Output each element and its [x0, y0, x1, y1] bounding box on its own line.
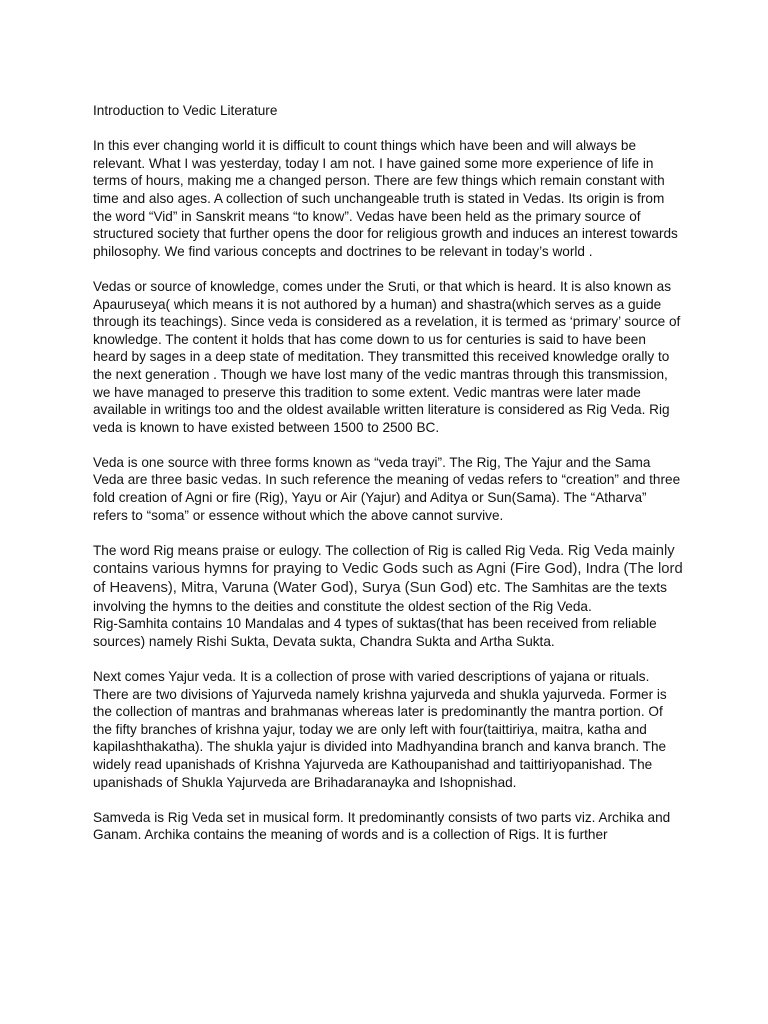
paragraph-sama-veda: Samveda is Rig Veda set in musical form. It predominantly consists of two parts viz. Archika and Ganam. Archika contains the meaning of words and is a collection of Rigs. It is further [93, 809, 671, 843]
rig-text-end: The Samhitas are the texts involving the hymns to the deities and constitute the oldest section of the Rig Veda. [93, 580, 667, 614]
paragraph-veda-trayi: Veda is one source with three forms known as “veda trayi”. The Rig, The Yajur and the Sama Veda are three basic vedas. In such reference the meaning of vedas refers to “creation” and three fold creation of Agni or fire (Rig), Yayu or Air (Yajur) and Aditya or Sun(Sama). The “Atharva” refers to “soma” or essence without which the above cannot survive. [93, 454, 681, 523]
document-title: Introduction to Vedic Literature [93, 103, 278, 118]
rig-text-highlight: Rig Veda mainly contains various hymns for praying to Vedic Gods such as Agni (Fire God), Indra (The lord of Heavens), Mitra, Varuna (Water God), Surya (Sun God) etc. [93, 542, 683, 597]
rig-text-start: The word Rig means praise or eulogy. The collection of Rig is called Rig Veda. [93, 542, 568, 558]
paragraph-yajur-veda: Next comes Yajur veda. It is a collection of prose with varied descriptions of yajana or rituals. There are two divisions of Yajurveda namely krishna yajurveda and shukla yajurveda. Former is the collection of mantras and brahmanas whereas later is predominantly the mantra portion. Of the fifty branches of krishna yajur, today we are only left with four(taittiriya, maitra, katha and kapilashthakatha). The shukla yajur is divided into Madhyandina branch and kanva branch. The widely read upanishads of Krishna Yajurveda are Kathoupanishad and taittiriyopanishad. The upanishads of Shukla Yajurveda are Brihadaranayka and Ishopnishad. [93, 669, 667, 790]
paragraph-intro: In this ever changing world it is difficult to count things which have been and will always be relevant. What I was yesterday, today I am not. I have gained some more experience of life in terms of hours, making me a changed person. There are few things which remain constant with time and also ages. A collection of such unchangeable truth is stated in Vedas. Its origin is from the word “Vid” in Sanskrit means “to know”. Vedas have been held as the primary source of structured society that further opens the door for religious growth and induces an interest towards philosophy. We find various concepts and doctrines to be relevant in today’s world . [93, 138, 678, 259]
paragraph-sruti: Vedas or source of knowledge, comes under the Sruti, or that which is heard. It is also known as Apauruseya( which means it is not authored by a human) and shastra(which serves as a guide through its teachings). Since veda is considered as a revelation, it is termed as ‘primary’ source of knowledge. The content it holds that has come down to us for centuries is said to have been heard by sages in a deep state of meditation. They transmitted this received knowledge orally to the next generation . Though we have lost many of the vedic mantras through this transmission, we have managed to preserve this tradition to some extent. Vedic mantras were later made available in writings too and the oldest available written literature is considered as Rig Veda. Rig veda is known to have existed between 1500 to 2500 BC. [93, 278, 681, 435]
document-page [93, 102, 683, 862]
paragraph-rig-veda [93, 542, 683, 615]
paragraph-rig-samhita: Rig-Samhita contains 10 Mandalas and 4 types of suktas(that has been received from reliable sources) namely Rishi Sukta, Devata sukta, Chandra Sukta and Artha Sukta. [93, 616, 657, 649]
